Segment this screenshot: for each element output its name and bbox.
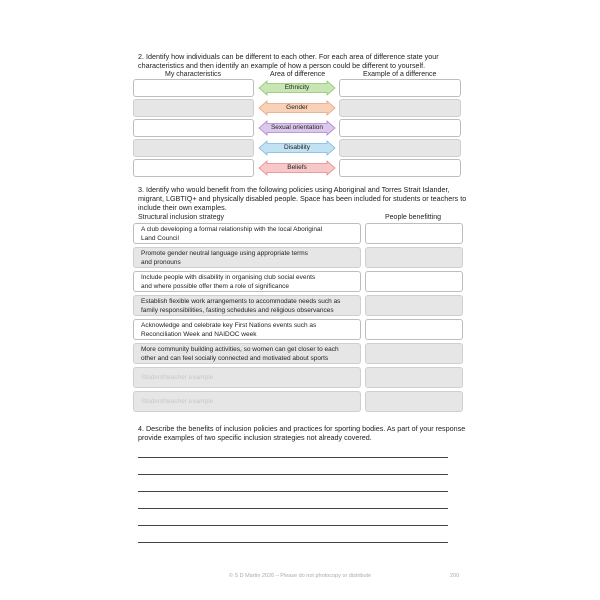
answer-line[interactable] bbox=[138, 457, 448, 458]
area-arrow-2 bbox=[258, 120, 336, 136]
area-arrow-0 bbox=[258, 80, 336, 96]
col-area-of-difference: Area of difference bbox=[270, 71, 326, 78]
strategy-placeholder[interactable] bbox=[133, 391, 361, 412]
strategy-line-2: and pronouns bbox=[141, 258, 181, 266]
strategy-item bbox=[133, 319, 361, 340]
strategy-item bbox=[133, 271, 361, 292]
strategy-line-2: and where possible offer them a role of significance bbox=[141, 282, 290, 290]
strategy-item bbox=[133, 247, 361, 268]
people-benefitting-input-0[interactable] bbox=[365, 223, 463, 244]
my-characteristic-input-2[interactable] bbox=[133, 119, 254, 137]
area-label: Gender bbox=[286, 104, 308, 111]
area-arrow-3 bbox=[258, 140, 336, 156]
strategy-line-2: Land Council bbox=[141, 234, 179, 242]
people-benefitting-input-7[interactable] bbox=[365, 391, 463, 412]
area-arrow-4 bbox=[258, 160, 336, 176]
strategy-line-1: Promote gender neutral language using appropriate terms bbox=[141, 250, 308, 257]
people-benefitting-input-5[interactable] bbox=[365, 343, 463, 364]
example-difference-input-3[interactable] bbox=[339, 139, 461, 157]
col-structural-strategy: Structural inclusion strategy bbox=[138, 214, 224, 221]
answer-line[interactable] bbox=[138, 508, 448, 509]
area-label: Ethnicity bbox=[284, 84, 310, 91]
strategy-line-2: Reconciliation Week and NAIDOC week bbox=[141, 330, 257, 338]
area-label: Beliefs bbox=[287, 164, 307, 171]
strategy-line-1: Student/teacher example bbox=[141, 398, 214, 405]
my-characteristic-input-1[interactable] bbox=[133, 99, 254, 117]
strategy-line-1: Student/teacher example bbox=[141, 374, 214, 381]
example-difference-input-2[interactable] bbox=[339, 119, 461, 137]
col-example-of-difference: Example of a difference bbox=[363, 71, 437, 78]
people-benefitting-input-1[interactable] bbox=[365, 247, 463, 268]
my-characteristic-input-0[interactable] bbox=[133, 79, 254, 97]
question-3-text: 3. Identify who would benefit from the following policies using Aboriginal and Torres Strait Islander, migrant, LGBTIQ+ and physically disabled people. Space has been included for students or teachers to include their own examples. bbox=[138, 185, 467, 212]
strategy-line-1: More community building activities, so women can get closer to each bbox=[141, 346, 339, 353]
people-benefitting-input-3[interactable] bbox=[365, 295, 463, 316]
strategy-item bbox=[133, 223, 361, 244]
area-arrow-1 bbox=[258, 100, 336, 116]
people-benefitting-input-6[interactable] bbox=[365, 367, 463, 388]
example-difference-input-1[interactable] bbox=[339, 99, 461, 117]
question-4-text: 4. Describe the benefits of inclusion policies and practices for sporting bodies. As part of your response provide examples of two specific inclusion strategies not already covered. bbox=[138, 424, 466, 442]
strategy-line-2: family responsibilities, fasting schedules and religious observances bbox=[141, 306, 334, 314]
my-characteristic-input-4[interactable] bbox=[133, 159, 254, 177]
question-2-text: 2. Identify how individuals can be different to each other. For each area of difference state your characteristics and then identify an example of how a person could be different to yourself. bbox=[138, 52, 439, 70]
answer-line[interactable] bbox=[138, 542, 448, 543]
footer-copyright: © S D Martin 2026 – Please do not photocopy or distribute bbox=[228, 573, 372, 579]
strategy-line-1: Include people with disability in organising club social events bbox=[141, 274, 316, 281]
strategy-line-1: Establish flexible work arrangements to accommodate needs such as bbox=[141, 298, 341, 305]
strategy-item bbox=[133, 343, 361, 364]
example-difference-input-0[interactable] bbox=[339, 79, 461, 97]
page-number: 200 bbox=[450, 573, 460, 579]
answer-line[interactable] bbox=[138, 474, 448, 475]
people-benefitting-input-4[interactable] bbox=[365, 319, 463, 340]
strategy-line-1: Acknowledge and celebrate key First Nations events such as bbox=[141, 322, 317, 329]
strategy-item bbox=[133, 295, 361, 316]
area-label: Sexual orientation bbox=[270, 124, 324, 131]
my-characteristic-input-3[interactable] bbox=[133, 139, 254, 157]
people-benefitting-input-2[interactable] bbox=[365, 271, 463, 292]
strategy-line-1: A club developing a formal relationship with the local Aboriginal bbox=[141, 226, 323, 233]
area-label: Disability bbox=[283, 144, 310, 151]
answer-line[interactable] bbox=[138, 525, 448, 526]
answer-line[interactable] bbox=[138, 491, 448, 492]
strategy-line-2: other and can feel socially connected and motivated about sports bbox=[141, 354, 329, 362]
example-difference-input-4[interactable] bbox=[339, 159, 461, 177]
col-people-benefitting: People benefitting bbox=[385, 214, 442, 221]
strategy-placeholder[interactable] bbox=[133, 367, 361, 388]
col-my-characteristics: My characteristics bbox=[165, 71, 222, 78]
